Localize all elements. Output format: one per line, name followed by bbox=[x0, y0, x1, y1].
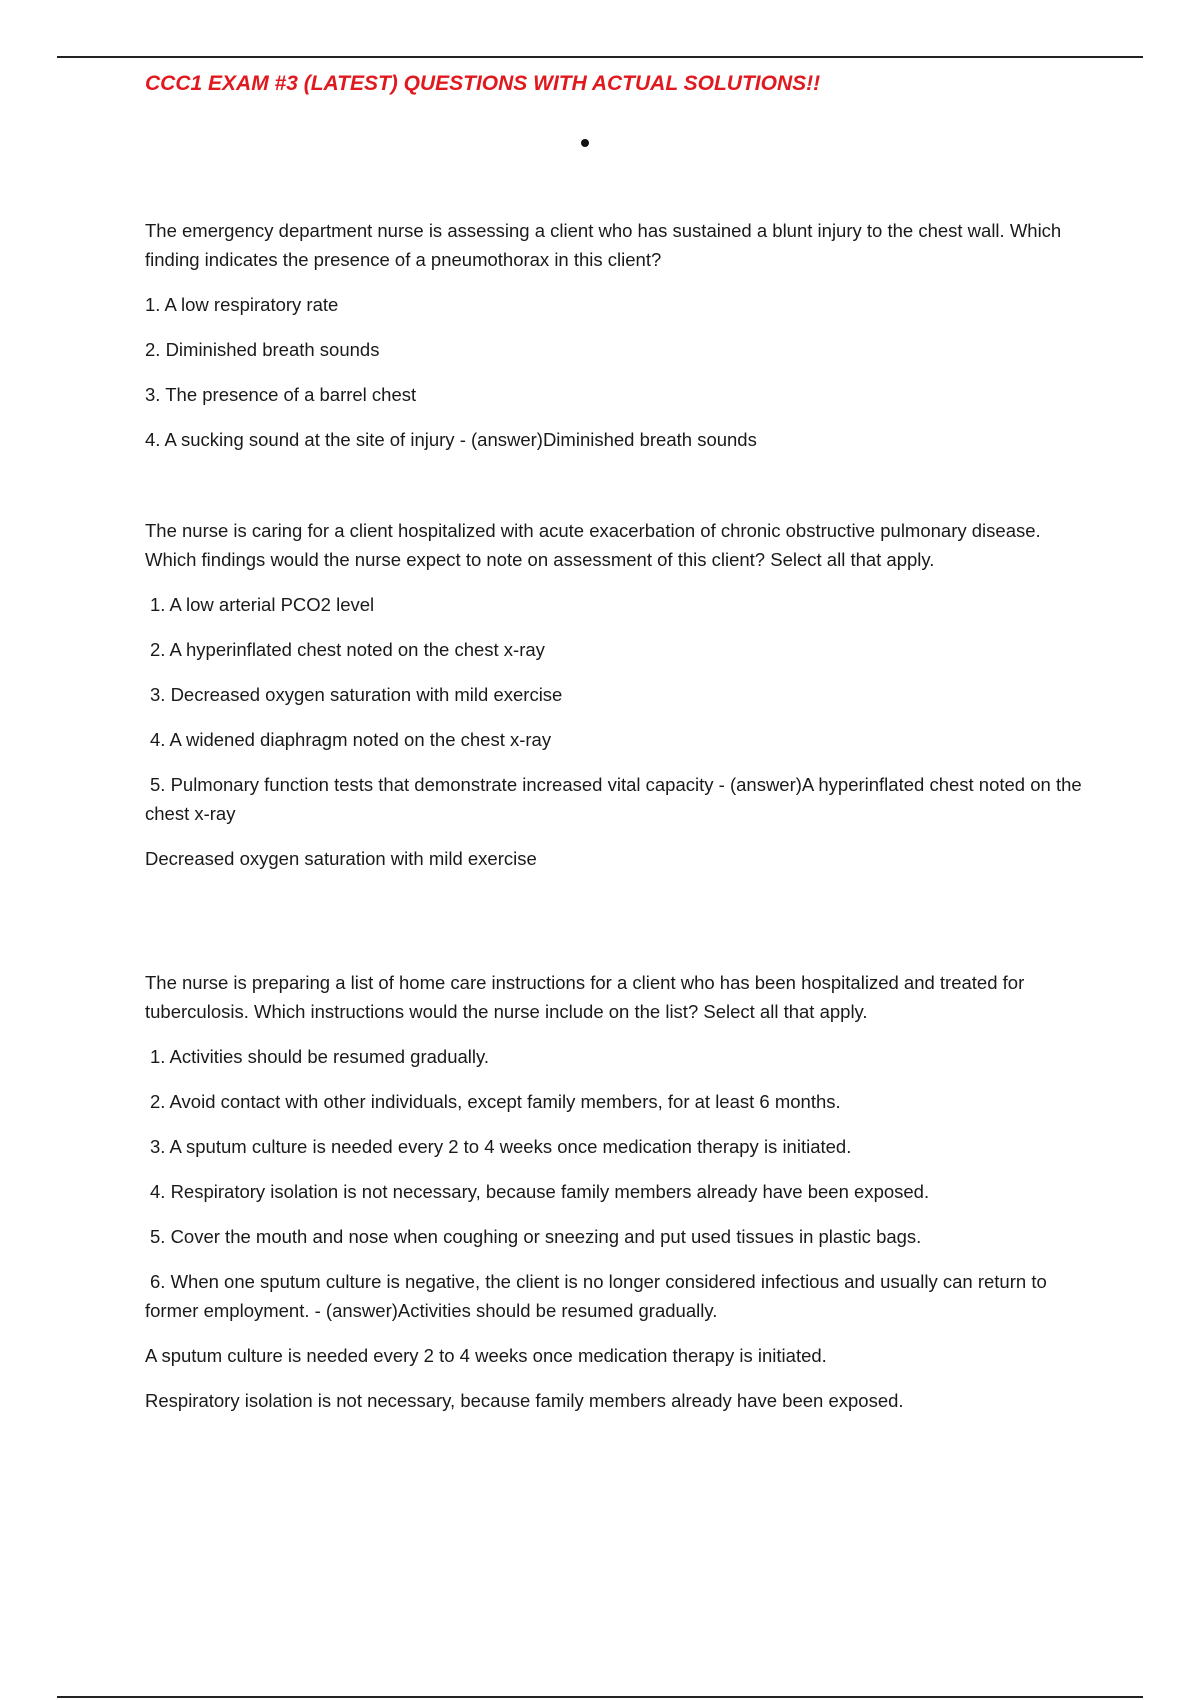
answer-option-text: 6. When one sputum culture is negative, the client is no longer considered infectious and usually can return to former employment. - (answer)Activities should be resumed gradually. bbox=[145, 1271, 1047, 1321]
document-title: CCC1 EXAM #3 (LATEST) QUESTIONS WITH ACTUAL SOLUTIONS!! bbox=[145, 72, 821, 95]
answer-option: 1. A low arterial PCO2 level bbox=[150, 594, 375, 615]
answer-continuation: A sputum culture is needed every 2 to 4 weeks once medication therapy is initiated. bbox=[145, 1345, 827, 1366]
answer-option-text: 5. Pulmonary function tests that demonstrate increased vital capacity - (answer)A hyperinflated chest noted on the chest x-ray bbox=[145, 774, 1082, 824]
answer-option: 3. A sputum culture is needed every 2 to 4 weeks once medication therapy is initiated. bbox=[150, 1136, 852, 1157]
answer-option: 4. A widened diaphragm noted on the chest x-ray bbox=[150, 729, 552, 750]
answer-option: 4. A sucking sound at the site of injury - (answer)Diminished breath sounds bbox=[145, 429, 757, 450]
question-3 bbox=[145, 968, 1090, 1431]
answer-option bbox=[145, 1267, 1090, 1325]
top-rule bbox=[57, 56, 1143, 58]
answer-option: 1. A low respiratory rate bbox=[145, 294, 339, 315]
answer-option: 2. Avoid contact with other individuals, except family members, for at least 6 months. bbox=[150, 1091, 841, 1112]
question-stem: The emergency department nurse is assessing a client who has sustained a blunt injury to the chest wall. Which finding indicates the presence of a pneumothorax in this client? bbox=[145, 220, 1062, 270]
answer-option: 1. Activities should be resumed gradually. bbox=[150, 1046, 490, 1067]
question-2 bbox=[145, 516, 1090, 889]
answer-continuation: Decreased oxygen saturation with mild exercise bbox=[145, 848, 537, 869]
question-stem: The nurse is preparing a list of home care instructions for a client who has been hospitalized and treated for tuberculosis. Which instructions would the nurse include on the list? Select all that apply. bbox=[145, 972, 1025, 1022]
answer-option: 2. Diminished breath sounds bbox=[145, 339, 380, 360]
answer-option: 2. A hyperinflated chest noted on the chest x-ray bbox=[150, 639, 545, 660]
answer-option: 4. Respiratory isolation is not necessary, because family members already have been exposed. bbox=[150, 1181, 930, 1202]
answer-option: 3. Decreased oxygen saturation with mild exercise bbox=[150, 684, 563, 705]
answer-option bbox=[145, 770, 1090, 828]
question-1 bbox=[145, 216, 1090, 470]
question-stem: The nurse is caring for a client hospitalized with acute exacerbation of chronic obstructive pulmonary disease. Which findings would the nurse expect to note on assessment of this client? Select all that apply. bbox=[145, 520, 1041, 570]
bottom-rule bbox=[57, 1696, 1143, 1698]
answer-option: 3. The presence of a barrel chest bbox=[145, 384, 417, 405]
bullet-point bbox=[581, 139, 589, 147]
answer-continuation: Respiratory isolation is not necessary, because family members already have been exposed. bbox=[145, 1390, 904, 1411]
answer-option: 5. Cover the mouth and nose when coughing or sneezing and put used tissues in plastic bags. bbox=[150, 1226, 922, 1247]
